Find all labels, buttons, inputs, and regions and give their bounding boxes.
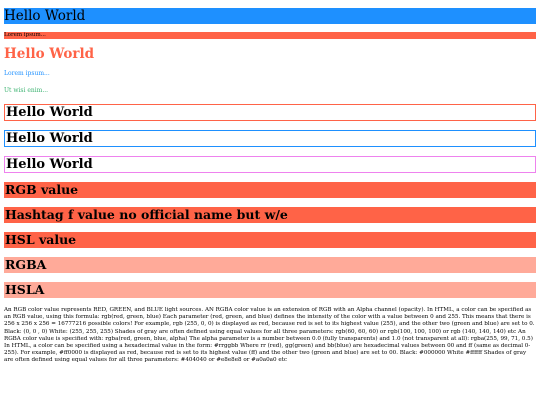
hello-world-tomato-heading: Hello World xyxy=(4,46,95,62)
lorem-blue-paragraph: Lorem ipsum... xyxy=(4,70,50,77)
hashtag-value-heading: Hashtag f value no official name but w/e xyxy=(4,207,536,223)
hello-world-blue-border: Hello World xyxy=(4,130,536,147)
page-content xyxy=(4,8,536,365)
hello-world-tomato-border: Hello World xyxy=(4,104,536,121)
hello-world-blue-heading: Hello World xyxy=(4,8,536,24)
lorem-bar: Lorem ipsum... xyxy=(4,32,536,39)
rgb-value-heading: RGB value xyxy=(4,182,536,198)
ut-wisi-paragraph: Ut wisi enim... xyxy=(4,87,49,94)
hello-world-violet-border: Hello World xyxy=(4,156,536,173)
hsla-heading: HSLA xyxy=(4,282,536,298)
hsl-value-heading: HSL value xyxy=(4,232,536,248)
rgba-heading: RGBA xyxy=(4,257,536,273)
color-description-paragraph: An RGB color value represents RED, GREEN, and BLUE light sources. AN RGBA color value is an extension of RGB with an Alpha channel (opacity). In HTML, a color can be specified as an RGB value, using this formula: rgb(red, green, blue) Each parameter (red, green, and blue) defines the intensity of the color with a value between 0 and 255. This means that there is 256 x 256 x 256 = 16777216 possible colors! For example, rgb (255, 0, 0) is displayed as red, because red is set to its highest value (255), and the other two (green and blue) are set to 0. Black: (0, 0 , 0) White: (255, 255, 255) Shades of gray are often defined using equal values for all three parameters: rgb(60, 60, 60) or rgb(100, 100, 100) or rgb (140, 140, 140) etc An RGBA color value is specified with: rgba(red, green, blue, alpha) The alpha parameter is a number between 0.0 (fully transparents) and 1.0 (not transparent at all): rgba(255, 99, 71, 0.5) In HTML, a color can be specified using a hexadecimal value in the form: #rrggbb Where rr (red), gg(green) and bb(blue) are hexadecimal values between 00 and ff (same as decimal 0-255). For example, #ff0000 is displayed as red, because red is set to its highest value (ff) and the other two (green and blue) are set to 00. Black: #000000 White #ffffff Shades of gray are often defined using equal values for all three parameters: #404040 or #e8e8e8 or #a0a0a0 etc xyxy=(4,307,535,364)
